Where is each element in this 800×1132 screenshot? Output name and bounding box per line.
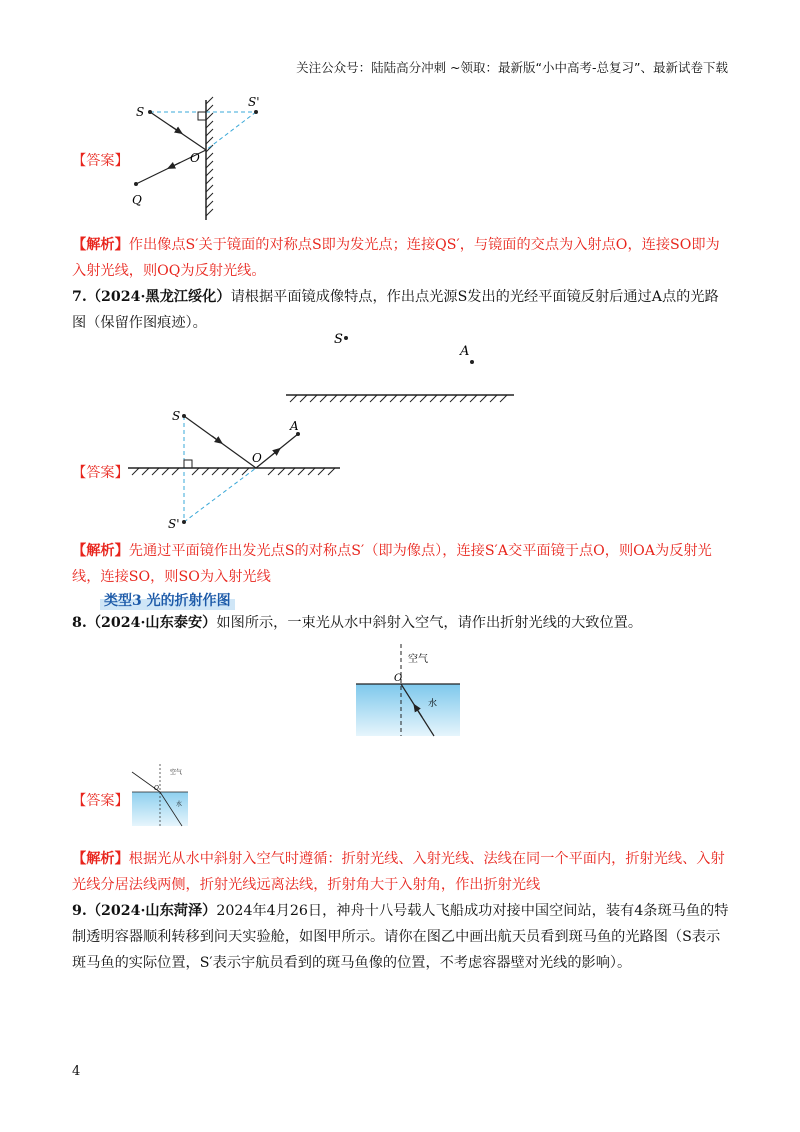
q7-ans-label-a: A — [290, 419, 299, 433]
q7-ans-label-s: S — [172, 409, 181, 423]
q6-analysis — [72, 232, 732, 284]
q6-answer-diagram — [120, 92, 280, 227]
answer-label: 【答案】 — [72, 153, 129, 169]
analysis-label: 【解析】 — [72, 851, 129, 867]
q7-label-s: S — [334, 332, 343, 347]
q8-answer-diagram — [128, 762, 192, 828]
q7-ans-label-s-prime: S' — [168, 517, 180, 531]
q7-figure — [280, 325, 520, 405]
q7-analysis — [72, 538, 732, 590]
page-number: 4 — [72, 1064, 81, 1079]
q8-number: 8. — [72, 615, 87, 631]
q7-number: 7. — [72, 289, 87, 305]
q9-text: 2024年4月26日，神舟十八号载人飞船成功对接中国空间站，装有4条斑马鱼的特制透明容器顺利转移到问天实验舱，如图甲所示。请你在图乙中画出航天员看到斑马鱼的光路图（S表示斑马鱼的实际位置，S′表示宇航员看到的斑马鱼像的位置，不考虑容器壁对光线的影响）。 — [72, 903, 729, 971]
q8-figure — [350, 640, 470, 740]
analysis-label: 【解析】 — [72, 237, 129, 253]
q7-analysis-text: 先通过平面镜作出发光点S的对称点S′（即为像点），连接S′A交平面镜于点O，则OA为反射光线，连接SO，则SO为入射光线 — [72, 543, 712, 585]
answer-label: 【答案】 — [72, 465, 129, 481]
section-heading: 类型3 光的折射作图 — [100, 590, 235, 610]
q8-label-o: O — [394, 673, 403, 684]
label-q: Q — [132, 193, 142, 207]
q8-analysis-text: 根据光从水中斜射入空气时遵循：折射光线、入射光线、法线在同一个平面内，折射光线、入射光线分居法线两侧，折射光线远离法线，折射角大于入射角，作出折射光线 — [72, 851, 725, 893]
q6-analysis-text: 作出像点S′关于镜面的对称点S即为发光点；连接QS′，与镜面的交点为入射点O，连接SO即为入射光线，则OQ为反射光线。 — [72, 237, 720, 279]
q8-text: 如图所示，一束光从水中斜射入空气，请作出折射光线的大致位置。 — [216, 615, 643, 631]
analysis-label: 【解析】 — [72, 543, 129, 559]
q7-ans-label-o: O — [252, 451, 262, 465]
q9-source: （2024·山东菏泽） — [86, 903, 217, 919]
q8-label-air: 空气 — [408, 654, 428, 665]
answer-label: 【答案】 — [72, 793, 129, 809]
q7-answer-diagram — [120, 400, 350, 535]
label-s: S — [136, 105, 145, 119]
q8-source: （2024·山东泰安） — [86, 615, 217, 631]
q7-source: （2024·黑龙江绥化） — [86, 289, 231, 305]
q7-label-a: A — [460, 344, 470, 359]
q8-question — [72, 610, 732, 636]
label-s-prime: S' — [248, 95, 260, 109]
q8-label-water: 水 — [428, 699, 438, 709]
q8-ans-label-o: O — [154, 785, 159, 792]
q8-ans-label-water: 水 — [176, 801, 183, 808]
q8-ans-label-air: 空气 — [170, 769, 183, 776]
q9-number: 9. — [72, 903, 87, 919]
q8-analysis — [72, 846, 732, 898]
q9-question — [72, 898, 732, 976]
page-header: 关注公众号：陆陆高分冲刺 ~领取：最新版“小中高考-总复习”、最新试卷下载 — [296, 60, 728, 75]
label-o: O — [190, 151, 200, 165]
q7-text: 请根据平面镜成像特点，作出点光源S发出的光经平面镜反射后通过A点的光路图（保留作图痕迹）。 — [72, 289, 719, 331]
